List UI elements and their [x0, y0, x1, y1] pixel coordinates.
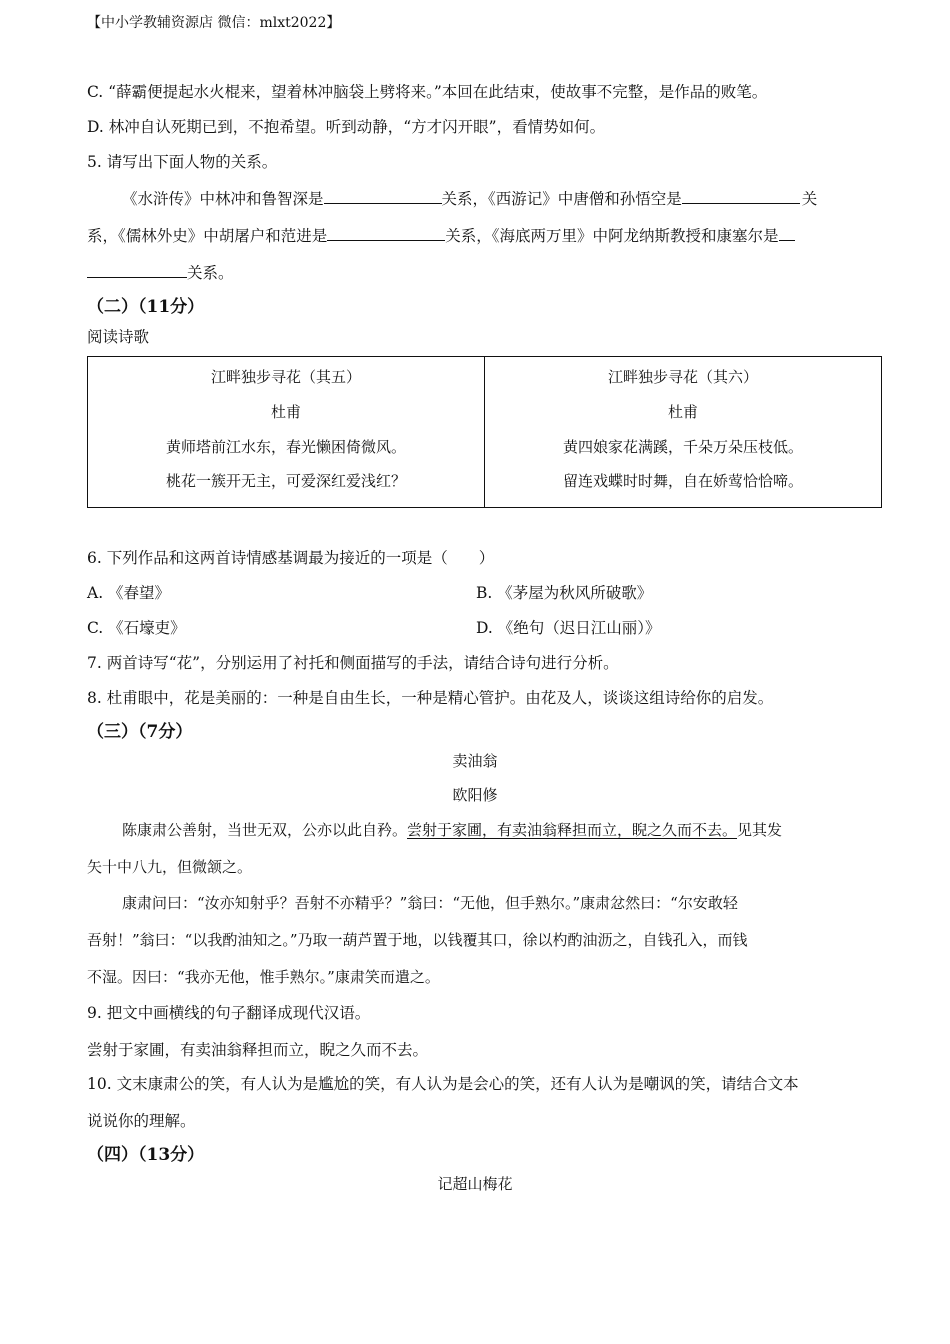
section-2-intro: 阅读诗歌 [87, 328, 150, 346]
question-9-sentence: 尝射于家圃，有卖油翁释担而立，睨之久而不去。 [87, 1041, 429, 1059]
poem-1-line-1: 黄师塔前江水东，春光懒困倚微风。 [165, 438, 406, 456]
question-6-option-b[interactable]: B. 《茅屋为秋风所破歌》 [476, 584, 653, 602]
question-5-line-1: 《水浒传》中林冲和鲁智深是 关系，《西游记》中唐僧和孙悟空是 关 [122, 190, 818, 208]
passage-line-3: 康肃问曰：“汝亦知射乎？吾射不亦精乎？”翁曰：“无他，但手熟尔。”康肃忿然曰：“尔安敢轻 [122, 894, 738, 912]
poem-1-line-2: 桃花一簇开无主，可爱深红爱浅红？ [165, 472, 406, 490]
section-3-heading: （三）（7分） [87, 722, 193, 742]
poem-cell-2 [484, 357, 881, 507]
question-9: 9. 把文中画横线的句子翻译成现代汉语。 [87, 1004, 371, 1022]
answer-blank[interactable] [87, 262, 187, 278]
question-6: 6. 下列作品和这两首诗情感基调最为接近的一项是（ ） [87, 549, 495, 567]
poem-1-author: 杜甫 [270, 403, 301, 421]
question-8: 8. 杜甫眼中，花是美丽的：一种是自由生长，一种是精心管护。由花及人，谈谈这组诗给你的启发。 [87, 689, 774, 707]
question-10-line-1: 10. 文末康肃公的笑，有人认为是尴尬的笑，有人认为是会心的笑，还有人认为是嘲讽的笑，请结合文本 [87, 1075, 799, 1093]
question-6-option-a[interactable]: A. 《春望》 [87, 584, 171, 602]
answer-blank[interactable] [682, 188, 800, 204]
page-header: 【中小学教辅资源店 微信：mlxt2022】 [87, 15, 341, 31]
passage-line-4: 吾射！”翁曰：“以我酌油知之。”乃取一葫芦置于地，以钱覆其口，徐以杓酌油沥之，自钱孔入，而钱 [87, 931, 748, 949]
poem-table [87, 356, 882, 508]
passage-line-2: 矢十中八九，但微颔之。 [87, 858, 253, 876]
question-5-line-3: 关系。 [87, 262, 234, 283]
poem-2-line-2: 留连戏蝶时时舞，自在娇莺恰恰啼。 [562, 472, 803, 490]
answer-blank[interactable] [327, 225, 445, 241]
section-3-author: 欧阳修 [452, 786, 498, 804]
question-6-option-c[interactable]: C. 《石壕吏》 [87, 619, 186, 637]
question-5: 5. 请写出下面人物的关系。 [87, 153, 278, 171]
poem-2-line-1: 黄四娘家花满蹊，千朵万朵压枝低。 [562, 438, 803, 456]
underlined-sentence: 尝射于家圃，有卖油翁释担而立，睨之久而不去。 [407, 821, 738, 839]
option-c: C. “薛霸便提起水火棍来，望着林冲脑袋上劈将来。”本回在此结束，使故事不完整，是作品的败笔。 [87, 83, 768, 101]
section-4-heading: （四）（13分） [87, 1145, 205, 1165]
poem-1-title: 江畔独步寻花（其五） [210, 368, 361, 386]
question-7: 7. 两首诗写“花”，分别运用了衬托和侧面描写的手法，请结合诗句进行分析。 [87, 654, 619, 672]
answer-blank[interactable] [324, 188, 442, 204]
section-2-heading: （二）（11分） [87, 297, 205, 317]
section-4-title: 记超山梅花 [437, 1175, 513, 1193]
poem-2-title: 江畔独步寻花（其六） [607, 368, 758, 386]
answer-blank[interactable] [779, 225, 795, 241]
question-6-option-d[interactable]: D. 《绝句（迟日江山丽）》 [476, 619, 661, 637]
poem-cell-1 [88, 357, 484, 507]
question-10-line-2: 说说你的理解。 [87, 1112, 196, 1130]
passage-line-5: 不湿。因曰：“我亦无他，惟手熟尔。”康肃笑而遣之。 [87, 968, 440, 986]
option-d: D. 林冲自认死期已到，不抱希望。听到动静，“方才闪开眼”，看情势如何。 [87, 118, 606, 136]
section-3-title: 卖油翁 [452, 752, 498, 770]
passage-line-1: 陈康肃公善射，当世无双，公亦以此自矜。尝射于家圃，有卖油翁释担而立，睨之久而不去。见其发 [122, 821, 783, 839]
poem-2-author: 杜甫 [667, 403, 698, 421]
question-5-line-2: 系，《儒林外史》中胡屠户和范进是 关系，《海底两万里》中阿龙纳斯教授和康塞尔是 [87, 225, 795, 246]
